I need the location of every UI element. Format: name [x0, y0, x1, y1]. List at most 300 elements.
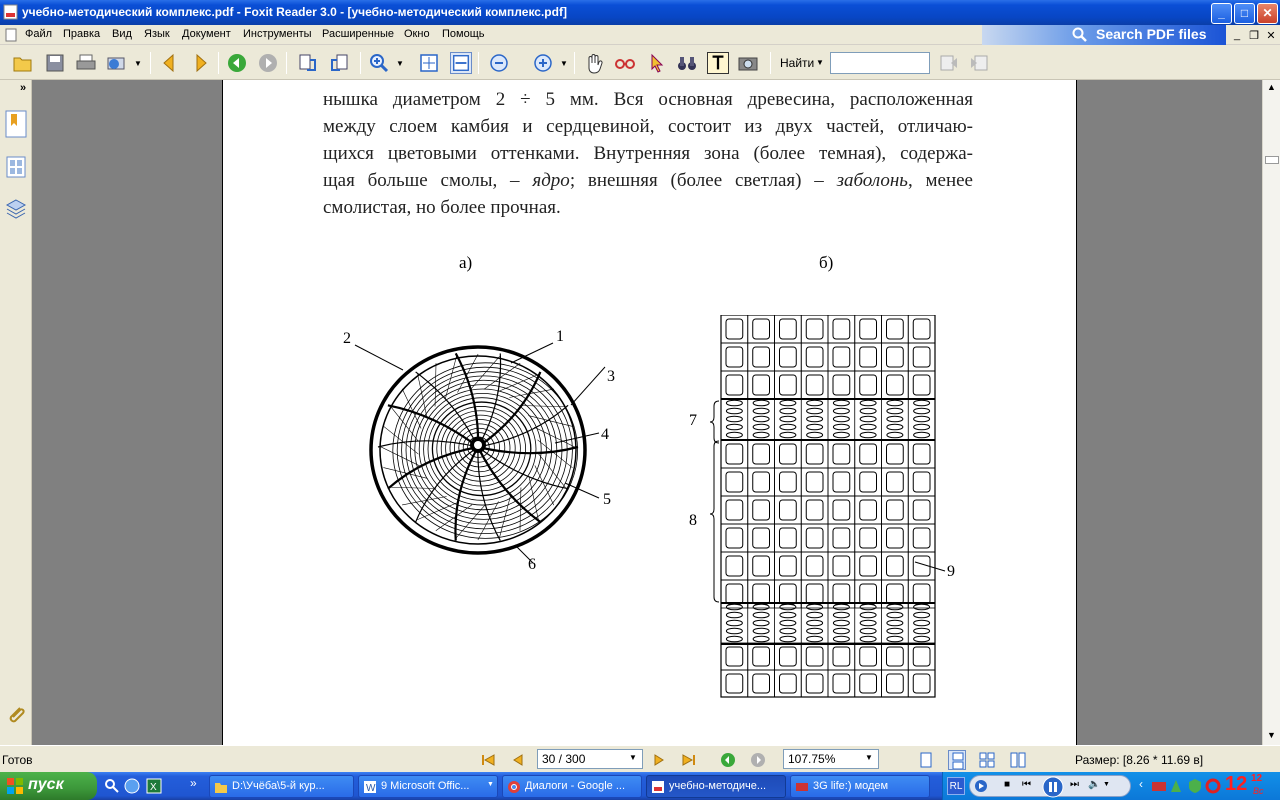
volume-icon[interactable]: 🔈 [1088, 779, 1101, 790]
clock-minutes: 12 [1251, 773, 1263, 784]
single-page-view-icon[interactable] [918, 751, 934, 769]
tracheid-cell [726, 674, 743, 693]
latewood-cell [753, 628, 769, 634]
show-hidden-icons-icon[interactable]: ‹ [1139, 777, 1143, 791]
zoom-out-icon[interactable] [488, 52, 510, 74]
folder-icon [214, 780, 228, 794]
fig-a-label-6: 6 [528, 556, 536, 573]
taskbar-item-word[interactable] [358, 775, 498, 798]
security-shield-icon[interactable] [1187, 778, 1203, 794]
page-size-text: Размер: [8.26 * 11.69 в] [1075, 753, 1204, 767]
tracheid-cell [913, 647, 930, 666]
status-text: Готов [2, 753, 33, 767]
latewood-cell [833, 612, 849, 618]
tracheid-cell [806, 674, 823, 693]
latewood-cell [780, 612, 796, 618]
scroll-down-icon[interactable]: ▼ [1267, 730, 1276, 740]
minimize-button[interactable]: _ [1211, 3, 1232, 24]
medullary-ray [478, 447, 578, 453]
tracheid-cell [860, 584, 877, 604]
latewood-cell [833, 424, 849, 430]
latewood-cell [807, 628, 823, 634]
latewood-cell [914, 432, 930, 438]
latewood-cell [833, 620, 849, 626]
latewood-cell [726, 400, 742, 406]
latewood-cell [726, 612, 742, 618]
latewood-cell [833, 636, 849, 642]
tracheid-cell [726, 375, 743, 395]
tracheid-cell [726, 500, 743, 520]
tracheid-cell [780, 375, 797, 395]
tracheid-cell [753, 674, 770, 693]
text-line: нышка диаметром 2 ÷ 5 мм. Вся основная древесина, расположенная [323, 89, 973, 110]
chevron-down-icon[interactable]: ▼ [560, 59, 568, 68]
tracheid-cell [860, 375, 877, 395]
latewood-cell [914, 628, 930, 634]
svg-text:W: W [366, 783, 376, 794]
tracheid-cell [780, 556, 797, 576]
tracheid-cell [860, 674, 877, 693]
taskbar-item-label: 3G life:) модем [813, 780, 889, 792]
tracheid-cell [726, 472, 743, 492]
rotate-left-icon[interactable] [296, 52, 318, 74]
latewood-cell [726, 604, 742, 610]
hatch-line [520, 488, 521, 531]
latewood-cell [753, 604, 769, 610]
menu-document[interactable]: Документ [182, 28, 231, 40]
tracheid-cell [780, 528, 797, 548]
figure-caption-a: а) [459, 253, 473, 272]
tracheid-cell [860, 472, 877, 492]
tracheid-cell [833, 528, 850, 548]
modem-icon [795, 780, 809, 794]
pdf-icon [651, 780, 665, 794]
tracheid-cell [833, 319, 850, 339]
snapshot-camera-icon[interactable] [737, 52, 759, 74]
tracheid-cell [780, 472, 797, 492]
latewood-cell [860, 604, 876, 610]
taskbar-item-label: D:\Учёба\5-й кур... [232, 780, 325, 792]
find-binoculars-icon[interactable] [676, 52, 698, 74]
menu-view[interactable]: Вид [112, 28, 132, 40]
chrome-icon [507, 780, 521, 794]
latewood-cell [914, 620, 930, 626]
tracheid-cell [913, 472, 930, 492]
latewood-cell [860, 432, 876, 438]
latewood-cell [860, 424, 876, 430]
back-status-icon[interactable] [720, 752, 736, 768]
facing-view-icon[interactable] [978, 751, 996, 769]
figure-caption-b: б) [819, 253, 834, 272]
pause-icon[interactable] [1042, 776, 1064, 798]
latewood-cell [807, 432, 823, 438]
tracheid-cell [860, 347, 877, 367]
tracheid-cell [887, 647, 904, 666]
email-icon[interactable] [105, 52, 127, 74]
first-page-icon[interactable] [480, 752, 496, 768]
tracheid-cell [726, 584, 743, 604]
latewood-cell [833, 400, 849, 406]
browser-quicklaunch-icon[interactable] [124, 778, 140, 794]
fig-b-label-9: 9 [947, 563, 955, 580]
latewood-cell [914, 604, 930, 610]
loupe-icon[interactable] [614, 52, 636, 74]
latewood-cell [887, 636, 903, 642]
tracheid-cell [780, 319, 797, 339]
latewood-cell [726, 620, 742, 626]
bookmarks-icon[interactable] [5, 110, 27, 138]
print-icon[interactable] [75, 52, 97, 74]
tracheid-cell [860, 528, 877, 548]
system-tray [942, 772, 1280, 800]
latewood-cell [887, 432, 903, 438]
windows-taskbar [0, 772, 1280, 800]
hand-tool-icon[interactable] [583, 52, 605, 74]
go-back-icon[interactable] [226, 52, 248, 74]
toolbar [0, 46, 1280, 80]
status-bar [0, 745, 1280, 772]
latewood-cell [860, 612, 876, 618]
latewood-cell [860, 408, 876, 414]
tracheid-cell [780, 500, 797, 520]
tracheid-cell [806, 556, 823, 576]
title-bar[interactable] [0, 0, 1280, 25]
tracheid-cell [913, 500, 930, 520]
latewood-cell [807, 416, 823, 422]
tracheid-cell [726, 556, 743, 576]
find-input[interactable] [830, 52, 930, 74]
next-page-status-icon[interactable] [651, 752, 667, 768]
latewood-cell [914, 612, 930, 618]
latewood-cell [914, 636, 930, 642]
search-pdf-banner[interactable] [982, 25, 1226, 45]
taskbar-item-label: учебно-методиче... [669, 780, 767, 792]
tracheid-cell [806, 472, 823, 492]
tracheid-cell [726, 647, 743, 666]
tracheid-cell [887, 444, 904, 464]
tracheid-cell [833, 674, 850, 693]
tracheid-cell [806, 347, 823, 367]
hatch-line [534, 427, 575, 447]
opera-icon[interactable] [1205, 778, 1221, 794]
fig-a-label-3: 3 [607, 368, 615, 385]
hatch-line [535, 465, 554, 505]
latewood-cell [860, 400, 876, 406]
fit-width-icon[interactable] [450, 52, 472, 74]
latewood-cell [807, 400, 823, 406]
tracheid-cell [726, 347, 743, 367]
latewood-cell [887, 612, 903, 618]
hatch-line [383, 468, 427, 479]
pages-thumbnail-icon[interactable] [6, 156, 26, 178]
tracheid-cell [833, 556, 850, 576]
zoom-in-icon[interactable] [532, 52, 554, 74]
latewood-cell [807, 604, 823, 610]
latewood-cell [753, 400, 769, 406]
tracheid-cell [833, 584, 850, 604]
tracheid-cell [753, 500, 770, 520]
start-label: пуск [28, 776, 64, 793]
taskbar-item-modem[interactable] [790, 775, 930, 798]
navigation-pane [0, 80, 32, 745]
chevron-down-icon[interactable]: ▼ [1103, 781, 1110, 788]
latewood-cell [753, 432, 769, 438]
tracheid-cell [860, 444, 877, 464]
mdi-minimize-button[interactable]: _ [1233, 29, 1241, 41]
latewood-cell [833, 408, 849, 414]
latewood-cell [833, 628, 849, 634]
tracheid-cell [887, 472, 904, 492]
tracheid-cell [753, 319, 770, 339]
tracheid-cell [753, 444, 770, 464]
latewood-cell [887, 408, 903, 414]
page-number-input[interactable] [537, 749, 643, 769]
chevron-down-icon[interactable]: ▼ [396, 59, 404, 68]
tracheid-cell [753, 647, 770, 666]
fig-a-label-1: 1 [556, 328, 564, 345]
tracheid-cell [913, 319, 930, 339]
search-pdf-label: Search PDF files [1096, 26, 1207, 42]
tracheid-cell [726, 528, 743, 548]
tracheid-cell [726, 444, 743, 464]
latewood-cell [807, 620, 823, 626]
forward-status-icon[interactable] [750, 752, 766, 768]
tracheid-cell [726, 319, 743, 339]
latewood-cell [807, 636, 823, 642]
tracheid-cell [833, 647, 850, 666]
scroll-thumb[interactable] [1265, 156, 1279, 164]
latewood-cell [780, 408, 796, 414]
last-page-icon[interactable] [681, 752, 697, 768]
fig-a-label-2: 2 [343, 330, 351, 347]
latewood-cell [887, 628, 903, 634]
tracheid-cell [860, 647, 877, 666]
menu-help[interactable]: Помощь [442, 28, 485, 40]
menu-window[interactable]: Окно [404, 28, 430, 40]
layers-icon[interactable] [5, 198, 27, 220]
latewood-cell [726, 636, 742, 642]
tracheid-cell [753, 375, 770, 395]
svg-text:X: X [150, 782, 157, 793]
media-player-logo-icon[interactable] [974, 779, 988, 793]
text-select-icon[interactable] [707, 52, 729, 74]
language-indicator[interactable]: RL [947, 777, 965, 795]
latewood-cell [860, 628, 876, 634]
tracheid-cell [753, 528, 770, 548]
tracheid-cell [753, 472, 770, 492]
latewood-cell [726, 432, 742, 438]
tracheid-cell [780, 584, 797, 604]
tracheid-cell [913, 674, 930, 693]
latewood-cell [726, 424, 742, 430]
select-arrow-icon[interactable] [646, 52, 668, 74]
go-forward-icon[interactable] [257, 52, 279, 74]
menu-edit[interactable]: Правка [63, 28, 101, 40]
latewood-cell [887, 416, 903, 422]
latewood-cell [914, 424, 930, 430]
network-3g-icon[interactable] [1151, 778, 1167, 794]
latewood-cell [833, 432, 849, 438]
start-button[interactable] [0, 772, 97, 800]
latewood-cell [887, 604, 903, 610]
latewood-cell [833, 604, 849, 610]
latewood-cell [753, 620, 769, 626]
close-button[interactable]: ✕ [1257, 3, 1278, 24]
tracheid-cell [887, 319, 904, 339]
more-quicklaunch-icon[interactable]: » [190, 776, 197, 790]
hatch-line [391, 487, 437, 488]
clock-hours[interactable]: 12 [1225, 773, 1248, 795]
find-previous-icon[interactable] [938, 52, 960, 74]
tracheid-cell [913, 444, 930, 464]
search-icon[interactable] [104, 778, 120, 794]
latewood-cell [753, 408, 769, 414]
tracheid-cell [833, 500, 850, 520]
chevron-down-icon: ▼ [487, 781, 494, 788]
taskbar-item-label: Диалоги - Google ... [525, 780, 625, 792]
latewood-cell [753, 612, 769, 618]
attachment-icon[interactable] [6, 704, 26, 728]
document-icon [4, 28, 18, 42]
menu-file[interactable]: Файл [25, 28, 53, 40]
latewood-cell [807, 612, 823, 618]
latewood-cell [860, 636, 876, 642]
find-next-icon[interactable] [968, 52, 990, 74]
prev-page-icon[interactable] [510, 752, 526, 768]
tracheid-cell [806, 319, 823, 339]
tracheid-cell [806, 647, 823, 666]
chevron-down-icon[interactable]: ▼ [816, 58, 824, 67]
continuous-facing-view-icon[interactable] [1009, 751, 1027, 769]
latewood-cell [887, 424, 903, 430]
find-label: Найти [780, 56, 815, 70]
search-icon [1072, 27, 1088, 43]
pdf-app-icon [3, 4, 19, 20]
text-line: между слоем камбия и сердцевиной, состоит из двух частей, отличаю- [323, 116, 973, 137]
latewood-cell [726, 416, 742, 422]
menu-tools[interactable]: Инструменты [243, 28, 312, 40]
zoom-select[interactable] [783, 749, 879, 769]
taskbar-item-label: 9 Microsoft Offic... [381, 780, 470, 792]
tracheid-cell [806, 444, 823, 464]
tracheid-cell [833, 444, 850, 464]
menu-language[interactable]: Язык [144, 28, 170, 40]
save-icon[interactable] [44, 52, 66, 74]
tracheid-cell [913, 375, 930, 395]
text-line: щая больше смолы, – ядро; внешняя (более светлая) – заболонь, менее [323, 170, 973, 191]
chevron-down-icon[interactable]: ▼ [629, 753, 637, 762]
latewood-cell [753, 416, 769, 422]
latewood-cell [860, 620, 876, 626]
zoom-in-tool-icon[interactable] [368, 52, 390, 74]
clock-day: Вс [1253, 786, 1264, 796]
tracheid-cell [806, 528, 823, 548]
tracheid-cell [806, 500, 823, 520]
tracheid-cell [887, 556, 904, 576]
latewood-cell [780, 604, 796, 610]
previous-track-icon[interactable]: ⏮ [1022, 779, 1031, 790]
latewood-cell [914, 400, 930, 406]
mdi-close-button[interactable]: ✕ [1266, 30, 1276, 42]
hatch-line [457, 354, 478, 392]
tracheid-cell [780, 444, 797, 464]
previous-page-icon[interactable] [158, 52, 180, 74]
tracheid-cell [913, 584, 930, 604]
tracheid-cell [887, 528, 904, 548]
word-icon [363, 780, 377, 794]
latewood-cell [753, 636, 769, 642]
expand-panel-icon[interactable]: » [20, 82, 27, 94]
fig-b-label-8: 8 [689, 512, 697, 529]
stop-icon[interactable]: ■ [1004, 779, 1011, 790]
latewood-cell [914, 408, 930, 414]
trunk-cross-section-figure [343, 315, 643, 575]
latewood-cell [780, 432, 796, 438]
maximize-button[interactable]: □ [1234, 3, 1255, 24]
tracheid-cell [753, 584, 770, 604]
tracheid-cell [887, 500, 904, 520]
latewood-cell [807, 408, 823, 414]
scroll-up-icon[interactable]: ▲ [1267, 82, 1276, 92]
excel-quicklaunch-icon[interactable] [146, 778, 162, 794]
next-track-icon[interactable]: ⏭ [1070, 779, 1079, 790]
tracheid-cell [780, 347, 797, 367]
document-viewport[interactable] [32, 80, 1262, 745]
latewood-cell [780, 424, 796, 430]
latewood-cell [726, 628, 742, 634]
latewood-cell [887, 400, 903, 406]
next-page-icon[interactable] [190, 52, 212, 74]
page-number-value: 30 / 300 [542, 752, 586, 766]
tracheid-cell [780, 647, 797, 666]
latewood-cell [780, 400, 796, 406]
taskbar-item-chrome[interactable] [502, 775, 642, 798]
tracheid-cell [860, 556, 877, 576]
media-player-toolbar [969, 775, 1131, 797]
tracheid-cell [913, 347, 930, 367]
tracheid-cell [860, 500, 877, 520]
continuous-view-icon[interactable] [948, 750, 966, 770]
tracheid-cell [887, 375, 904, 395]
text-line: смолистая, но более прочная. [323, 197, 561, 218]
tracheid-cell [780, 674, 797, 693]
fit-page-icon[interactable] [418, 52, 440, 74]
taskbar-item-folder[interactable] [209, 775, 354, 798]
rotate-right-icon[interactable] [329, 52, 351, 74]
vertical-scrollbar[interactable] [1262, 80, 1280, 745]
tracheid-cell [887, 584, 904, 604]
text-line: щихся цветовыми оттенками. Внутренняя зона (более темная), содержа- [323, 143, 973, 164]
open-folder-icon[interactable] [12, 52, 34, 74]
menu-advanced[interactable]: Расширенные [322, 28, 394, 40]
chevron-down-icon[interactable]: ▼ [134, 59, 142, 68]
taskbar-item-foxit[interactable] [646, 775, 786, 798]
latewood-cell [780, 620, 796, 626]
latewood-cell [753, 424, 769, 430]
tracheid-cell [806, 584, 823, 604]
latewood-cell [860, 416, 876, 422]
network-connection-icon[interactable] [1169, 778, 1185, 794]
tracheid-cell [833, 375, 850, 395]
mdi-restore-button[interactable]: ❐ [1249, 30, 1259, 42]
fig-a-label-4: 4 [601, 426, 609, 443]
tracheid-cell [806, 375, 823, 395]
latewood-cell [833, 416, 849, 422]
zoom-value: 107.75% [788, 752, 836, 766]
tracheid-cell [753, 347, 770, 367]
hatch-line [435, 363, 436, 406]
chevron-down-icon[interactable]: ▼ [865, 753, 873, 762]
